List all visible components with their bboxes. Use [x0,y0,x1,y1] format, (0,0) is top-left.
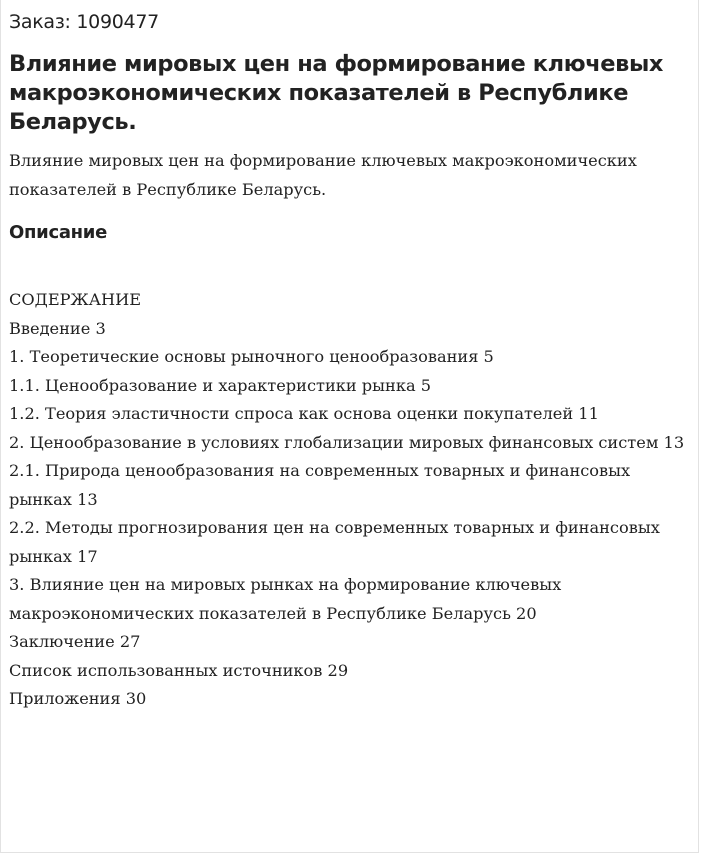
toc-item: Заключение 27 [9,632,141,651]
table-of-contents [9,286,689,714]
toc-item: 2.2. Методы прогнозирования цен на современных товарных и финансовых рынках 17 [9,518,660,566]
order-number: Заказ: 1090477 [9,11,159,33]
toc-item: Список использованных источников 29 [9,660,349,680]
toc-item: 1.2. Теория эластичности спроса как основа оценки покупателей 11 [9,404,599,423]
toc-heading: СОДЕРЖАНИЕ [9,290,142,309]
toc-item: Приложения 30 [9,689,147,708]
toc-item: 3. Влияние цен на мировых рынках на формирование ключевых макроэкономических показателей в Республике Беларусь 20 [9,575,562,623]
toc-item: 1.1. Ценообразование и характеристики рынка 5 [9,375,432,395]
document-content [9,0,689,714]
toc-item: 1. Теоретические основы рыночного ценообразования 5 [9,347,494,366]
description-heading: Описание [9,222,108,243]
toc-item: Введение 3 [9,318,106,338]
toc-item: 2. Ценообразование в условиях глобализации мировых финансовых систем 13 [9,432,685,452]
toc-item: 2.1. Природа ценообразования на современных товарных и финансовых рынках 13 [9,461,631,509]
document-lead: Влияние мировых цен на формирование ключевых макроэкономических показателей в Республике Беларусь. [9,151,637,199]
document-title: Влияние мировых цен на формирование ключевых макроэкономических показателей в Республике Беларусь. [9,51,664,135]
